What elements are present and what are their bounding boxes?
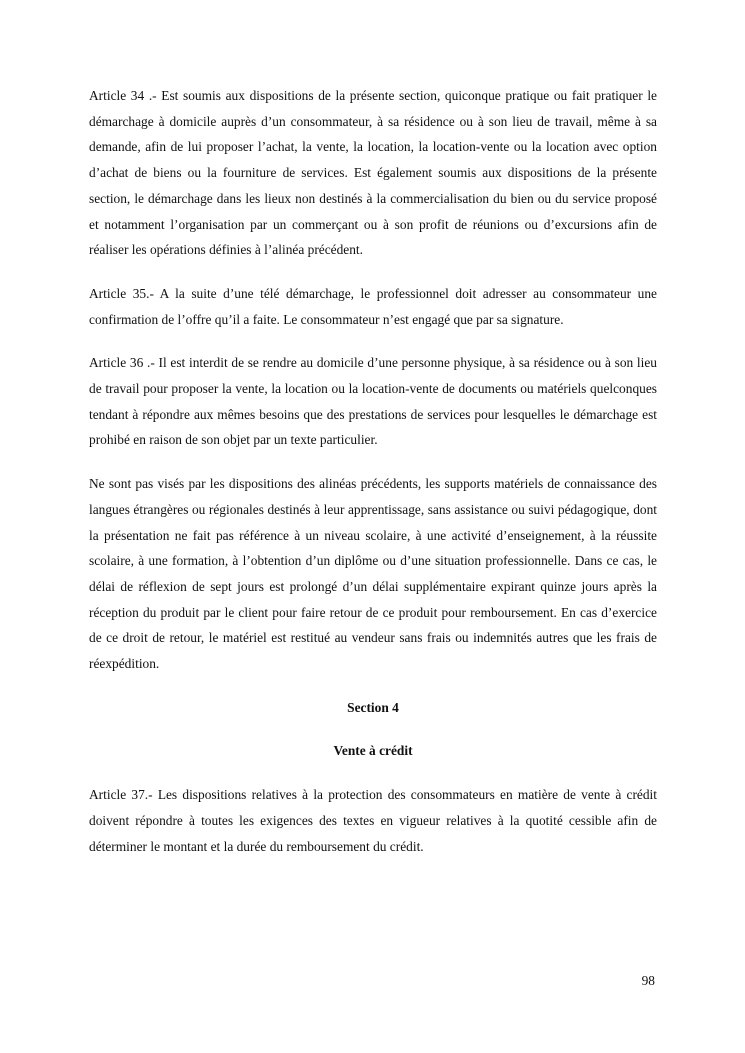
page-number: 98 — [641, 973, 655, 988]
article-34-paragraph: Article 34 .- Est soumis aux dispositions de la présente section, quiconque pratique ou fait pratiquer le démarchage à domicile auprès d’un consommateur, à sa résidence ou à son lieu de travail, même à sa demande, afin de lui proposer l’achat, la vente, la location, la location-vente ou la location avec option d’achat de biens ou la fourniture de services. Est également soumis aux dispositions de la présente section, le démarchage dans les lieux non destinés à la commercialisation du bien ou du service proposé et notamment l’organisation par un commerçant ou à son profit de réunions ou d’excursions afin de réaliser les opérations définies à l’alinéa précédent. — [89, 88, 657, 258]
section-number-heading: Section 4 — [347, 699, 399, 715]
article-36-paragraph: Article 36 .- Il est interdit de se rendre au domicile d’une personne physique, à sa résidence ou à son lieu de travail pour proposer la vente, la location ou la location-vente de documents ou matériels quelconques tendant à répondre aux mêmes besoins que des prestations de services pour lesquelles le démarchage est prohibé en raison de son objet par un texte particulier. — [89, 355, 657, 448]
article-35-paragraph: Article 35.- A la suite d’une télé démarchage, le professionnel doit adresser au consommateur une confirmation de l’offre qu’il a faite. Le consommateur n’est engagé que par sa signature. — [89, 285, 657, 327]
article-36-second-paragraph: Ne sont pas visés par les dispositions des alinéas précédents, les supports matériels de connaissance des langues étrangères ou régionales destinés à leur apprentissage, sans assistance ou suivi pédagogique, dont la présentation ne fait pas référence à un niveau scolaire, à une activité d’enseignement, à la réussite scolaire, à une formation, à l’obtention d’un diplôme ou d’une situation professionnelle. Dans ce cas, le délai de réflexion de sept jours est prolongé d’un délai supplémentaire expirant quinze jours après la réception du produit par le client pour faire retour de ce produit pour remboursement. En cas d’exercice de ce droit de retour, le matériel est restitué au vendeur sans frais ou indemnités autres que les frais de réexpédition. — [89, 476, 657, 672]
section-title-heading: Vente à crédit — [333, 743, 413, 759]
document-page — [89, 83, 657, 877]
article-37-paragraph: Article 37.- Les dispositions relatives à la protection des consommateurs en matière de vente à crédit doivent répondre à toutes les exigences des textes en vigueur relatives à la quotité cessible afin de déterminer le montant et la durée du remboursement du crédit. — [89, 787, 657, 854]
